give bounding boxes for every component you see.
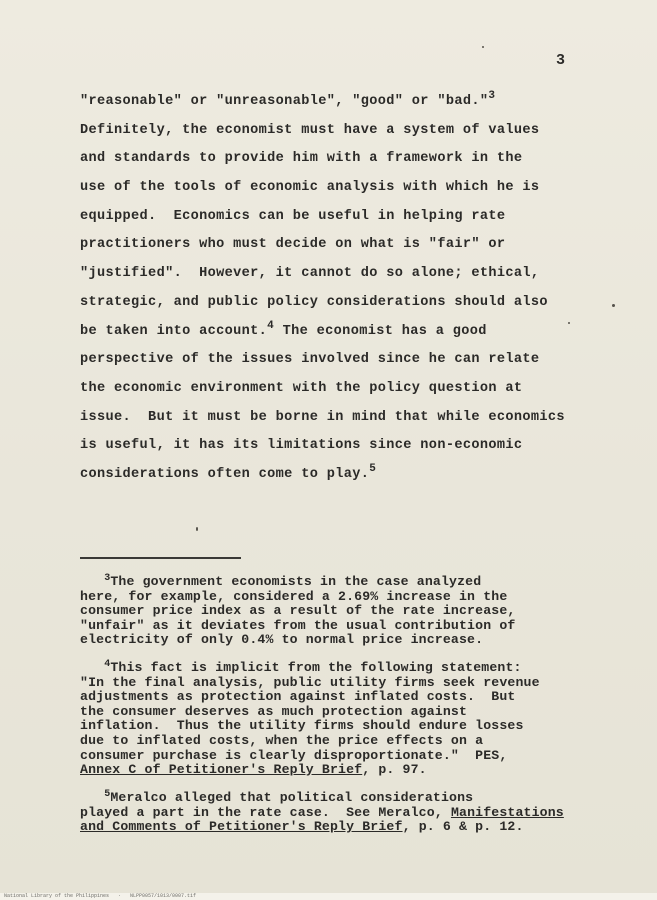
text-run: be taken into account. [80,323,268,339]
footnote-divider [80,557,241,559]
paper-speck [568,322,570,324]
text-run: considerations often come to play. [80,466,370,482]
citation-title: Manifestations [450,804,564,820]
scan-footer: National Library of the Philippines · NLPP0057/1013/0007.tif [0,893,657,900]
page-number: 3 [556,52,566,69]
footnote-line: the consumer deserves as much protection against [80,703,468,719]
footnote-ref-5[interactable]: 5 [369,462,377,475]
footnote-mark: 4 [104,659,111,670]
footnote-5 [80,791,640,835]
body-line: Definitely, the economist must have a system of values [80,122,540,138]
body-line: perspective of the issues involved since he can relate [80,352,540,368]
body-line: and standards to provide him with a framework in the [80,151,523,167]
body-line [80,461,640,490]
footnote-mark: 5 [104,789,111,800]
footnote-line: inflation. Thus the utility firms should endure losses [80,718,524,734]
body-line: equipped. Economics can be useful in helping rate [80,208,506,224]
footnote-line [80,791,640,806]
body-line: strategic, and public policy considerations should also [80,294,548,310]
text-run: The government economists in the case analyzed [110,574,482,589]
paper-speck [196,527,198,531]
body-line [80,318,640,347]
text-run: This fact is implicit from the following statement: [110,660,522,675]
footnote-line: electricity of only 0.4% to normal price increase. [80,632,484,648]
text-run: played a part in the rate case. See Meralco, [80,804,451,820]
footnote-line [80,820,640,835]
body-line: is useful, it has its limitations since non-economic [80,438,523,454]
body-line: practitioners who must decide on what is "fair" or [80,237,506,253]
footnote-ref-4[interactable]: 4 [267,319,275,332]
footnote-line: "unfair" as it deviates from the usual contribution of [80,617,516,633]
citation-title: and Comments of Petitioner's Reply Brief [80,819,403,835]
body-line: the economic environment with the policy question at [80,380,523,396]
footnote-3 [80,575,640,648]
footnote-line [80,661,640,676]
body-paragraph [80,88,640,490]
body-line: "justified". However, it cannot do so alone; ethical, [80,266,540,282]
text-run: , p. 97. [362,762,427,778]
footnote-line [80,806,640,821]
text-run: "reasonable" or "unreasonable", "good" or "bad." [80,94,489,109]
footnote-line: consumer purchase is clearly disproportionate." PES, [80,747,508,763]
footnote-line: consumer price index as a result of the rate increase, [80,603,516,619]
body-line: issue. But it must be borne in mind that while economics [80,409,565,425]
footnote-line: "In the final analysis, public utility firms seek revenue [80,674,540,690]
footnote-line [80,575,640,590]
footnote-line [80,763,640,778]
footnote-line: adjustments as protection against inflated costs. But [80,689,516,705]
footnote-ref-3[interactable]: 3 [488,90,496,102]
text-run: , p. 6 & p. 12. [402,819,524,835]
text-run: The economist has a good [274,323,487,339]
footnote-4 [80,661,640,778]
paper-speck [482,46,484,48]
footnote-line: due to inflated costs, when the price effects on a [80,732,484,748]
body-line: use of the tools of economic analysis with which he is [80,180,540,196]
paper-speck [612,304,615,307]
footnote-line: here, for example, considered a 2.69% increase in the [80,588,508,604]
footnote-mark: 3 [104,573,111,584]
body-line [80,88,640,117]
citation-title: Annex C of Petitioner's Reply Brief [80,762,363,778]
text-run: Meralco alleged that political considerations [110,790,474,805]
